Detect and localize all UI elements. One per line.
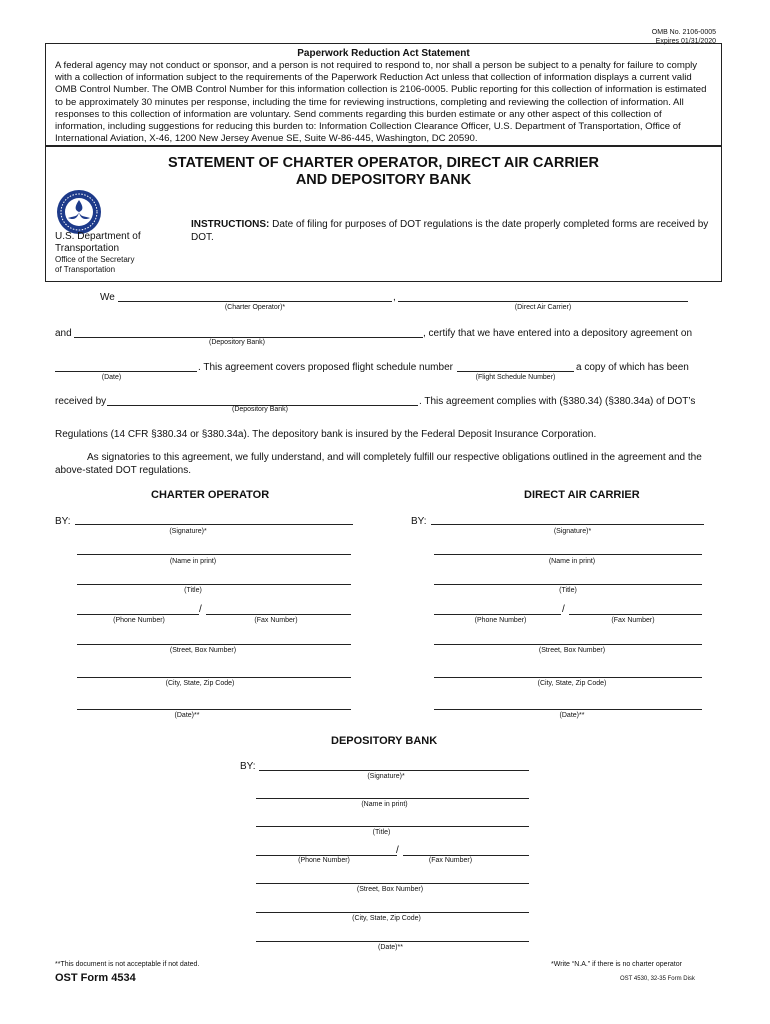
we-label: We [100, 292, 115, 303]
caption-direct-air-carrier: (Direct Air Carrier) [514, 304, 572, 311]
depository-bank-field[interactable] [74, 337, 423, 338]
flight-schedule-field[interactable] [457, 371, 574, 372]
paperwork-reduction-box [45, 43, 722, 146]
carrier-name-caption: (Name in print) [548, 558, 596, 565]
bank-by-label: BY: [240, 761, 256, 772]
carrier-phone-field[interactable] [434, 614, 561, 615]
carrier-title-caption: (Title) [559, 587, 577, 594]
regulations-text: Regulations (14 CFR §380.34 or §380.34a). The depository bank is insured by the Federal Deposit Insurance Corporation. [55, 429, 597, 440]
bank-signature-caption: (Signature)* [367, 773, 405, 780]
charter-operator-field[interactable] [118, 301, 392, 302]
bank-name-field[interactable] [256, 798, 529, 799]
charter-operator-heading: CHARTER OPERATOR [151, 489, 270, 501]
instructions-text: Date of filing for purposes of DOT regulations is the date properly completed forms are received by DOT. [191, 219, 709, 243]
carrier-date-caption: (Date)** [559, 712, 585, 719]
received-by-label: received by [55, 396, 107, 407]
form-disk-number: OST 4530, 32-35 Form Disk [620, 976, 695, 982]
dot-office: Office of the Secretary of Transportation [55, 255, 135, 274]
bank-city-field[interactable] [256, 912, 529, 913]
carrier-date-field[interactable] [434, 709, 702, 710]
certify-text: , certify that we have entered into a depository agreement on [423, 328, 693, 339]
charter-date-caption: (Date)** [174, 712, 200, 719]
charter-slash: / [199, 604, 202, 615]
charter-fax-field[interactable] [206, 614, 351, 615]
carrier-phone-caption: (Phone Number) [474, 617, 527, 624]
dot-name: U.S. Department of Transportation [55, 231, 141, 254]
pra-body: A federal agency may not conduct or sponsor, and a person is not required to respond to, nor shall a person be subject to a penalty for failure to comply with a collection of information subject to the requirements of the Paperwork Reduction Act unless that collection of information displays a current valid OMB Control Number. The OMB Control Number for this information collection is 2106-0005. Public reporting for this collection of information is estimated to be approximately 30 minutes per response, including the time for reviewing instructions, completing and reviewing the collection of information. All responses to this collection of information are voluntary. Send comments regarding this burden estimate or any other aspect of this collection of information, including suggestions for reducing this burden to: Information Collection Clearance Officer, U.S. Department of Transportation, Office of International Aviation, X-46, 1200 New Jersey Avenue SE, Suite W-86-445, Washington, DC 20590. [55, 60, 707, 145]
footer-note-na: *Write “N.A.” if there is no charter operator [551, 961, 682, 968]
bank-slash: / [396, 845, 399, 856]
charter-by-label: BY: [55, 516, 71, 527]
instructions [191, 218, 711, 244]
caption-depository-bank: (Depository Bank) [208, 339, 266, 346]
form-number: OST Form 4534 [55, 972, 136, 984]
instructions-label: INSTRUCTIONS: [191, 219, 270, 230]
charter-title-field[interactable] [77, 584, 351, 585]
charter-fax-caption: (Fax Number) [254, 617, 298, 624]
charter-name-field[interactable] [77, 554, 351, 555]
form-title [46, 155, 721, 189]
bank-date-caption: (Date)** [378, 944, 403, 951]
form-title-line1: STATEMENT OF CHARTER OPERATOR, DIRECT AIR CARRIER [168, 155, 599, 171]
charter-date-field[interactable] [77, 709, 351, 710]
carrier-slash: / [562, 604, 565, 615]
form-header-box [45, 146, 722, 282]
bank-phone-caption: (Phone Number) [298, 857, 350, 864]
bank-name-caption: (Name in print) [361, 801, 408, 808]
carrier-signature-field[interactable] [431, 524, 704, 525]
carrier-name-field[interactable] [434, 554, 702, 555]
bank-signature-field[interactable] [259, 770, 529, 771]
bank-fax-caption: (Fax Number) [428, 857, 473, 864]
omb-expiration: Expires 01/31/2020 [655, 38, 716, 45]
carrier-signature-caption: (Signature)* [553, 528, 592, 535]
charter-city-caption: (City, State, Zip Code) [165, 680, 235, 687]
charter-street-field[interactable] [77, 644, 351, 645]
carrier-fax-field[interactable] [569, 614, 702, 615]
carrier-street-caption: (Street, Box Number) [538, 647, 606, 654]
bank-date-field[interactable] [256, 941, 529, 942]
footer-note-dated: **This document is not acceptable if not dated. [55, 961, 200, 968]
carrier-fax-caption: (Fax Number) [611, 617, 655, 624]
direct-air-carrier-heading: DIRECT AIR CARRIER [524, 489, 640, 501]
caption-flight-schedule: (Flight Schedule Number) [475, 374, 556, 381]
charter-name-caption: (Name in print) [169, 558, 217, 565]
caption-charter-operator: (Charter Operator)* [224, 304, 286, 311]
carrier-by-label: BY: [411, 516, 427, 527]
comma: , [393, 292, 396, 303]
form-title-line2: AND DEPOSITORY BANK [295, 172, 472, 188]
signatories-text: As signatories to this agreement, we fully understand, and will completely fulfill our respective obligations outlined in the agreement and the above-stated DOT regulations. [55, 452, 702, 476]
charter-phone-field[interactable] [77, 614, 199, 615]
bank-city-caption: (City, State, Zip Code) [352, 915, 421, 922]
copy-text: a copy of which has been [576, 362, 689, 373]
charter-signature-caption: (Signature)* [169, 528, 207, 535]
caption-depository-bank-2: (Depository Bank) [231, 406, 289, 413]
complies-text: . This agreement complies with (§380.34) (§380.34a) of DOT’s [419, 396, 696, 407]
and-label: and [55, 328, 72, 339]
charter-signature-field[interactable] [75, 524, 353, 525]
bank-title-caption: (Title) [372, 829, 391, 836]
bank-title-field[interactable] [256, 826, 529, 827]
charter-city-field[interactable] [77, 677, 351, 678]
charter-title-caption: (Title) [184, 587, 202, 594]
carrier-title-field[interactable] [434, 584, 702, 585]
agreement-covers-text: . This agreement covers proposed flight schedule number [198, 362, 453, 373]
bank-phone-field[interactable] [256, 855, 397, 856]
depository-bank-heading: DEPOSITORY BANK [331, 735, 438, 747]
charter-street-caption: (Street, Box Number) [169, 647, 237, 654]
omb-number: OMB No. 2106-0005 [651, 29, 716, 36]
carrier-city-field[interactable] [434, 677, 702, 678]
bank-fax-field[interactable] [403, 855, 529, 856]
pra-title: Paperwork Reduction Act Statement [297, 48, 470, 59]
caption-date: (Date) [101, 374, 122, 381]
carrier-city-caption: (City, State, Zip Code) [537, 680, 607, 687]
agreement-date-field[interactable] [55, 371, 197, 372]
bank-street-caption: (Street, Box Number) [356, 886, 424, 893]
carrier-street-field[interactable] [434, 644, 702, 645]
bank-street-field[interactable] [256, 883, 529, 884]
dot-seal-icon [56, 189, 102, 235]
charter-phone-caption: (Phone Number) [113, 617, 165, 624]
direct-air-carrier-field[interactable] [398, 301, 688, 302]
